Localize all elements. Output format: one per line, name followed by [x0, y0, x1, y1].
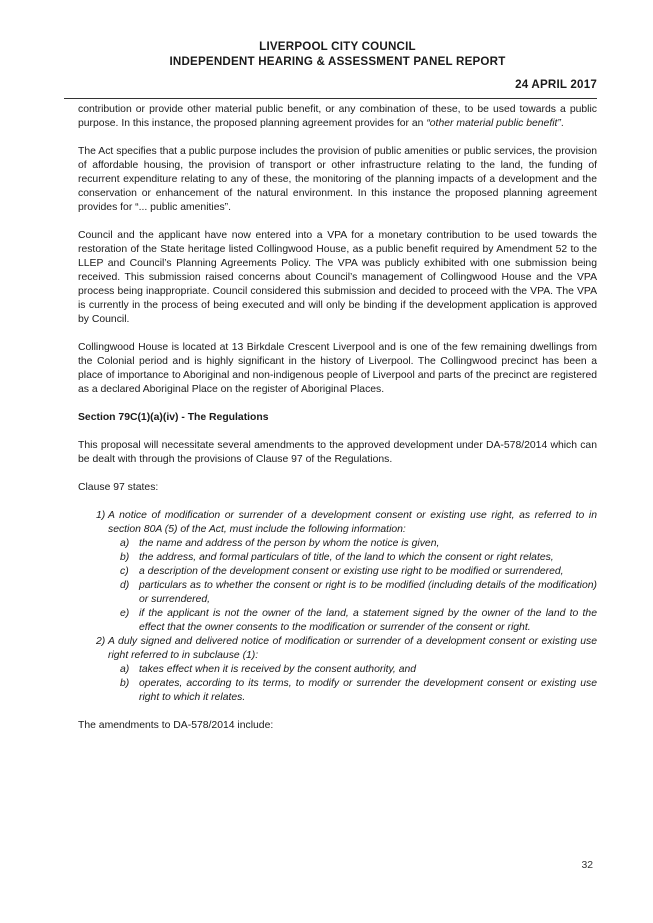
- clause-item-1: [78, 509, 597, 537]
- subitem-letter: b): [120, 678, 130, 689]
- clause-subitem-1d: [78, 579, 597, 607]
- paragraph-4: Collingwood House is located at 13 Birkdale Crescent Liverpool and is one of the few remaining dwellings from the Colonial period and is highly significant in the history of Liverpool. The Collingwood precinct has been a place of importance to Aboriginal and non-indigenous people of Liverpool and parts of the precinct are registered as a declared Aboriginal Place on the register of Aboriginal Places.: [78, 342, 597, 395]
- subitem-text: a description of the development consent or existing use right to be modified or surrendered,: [139, 566, 564, 577]
- clause-item-2: [78, 635, 597, 663]
- paragraph-6: Clause 97 states:: [78, 482, 159, 493]
- subitem-letter: b): [120, 552, 130, 563]
- clause-item-2-number: 2): [96, 636, 106, 647]
- paragraph-5: This proposal will necessitate several amendments to the approved development under DA-578/2014 which can be dealt with through the provisions of Clause 97 of the Regulations.: [78, 440, 597, 465]
- section-heading: Section 79C(1)(a)(iv) - The Regulations: [78, 412, 269, 423]
- clause-subitem-2b: [78, 677, 597, 705]
- subitem-letter: e): [120, 608, 130, 619]
- subitem-letter: a): [120, 664, 130, 675]
- page-number: 32: [581, 860, 593, 871]
- clause-item-1-text: A notice of modification or surrender of a development consent or existing use right, as referred to in section 80A (5) of the Act, must include the following information:: [108, 510, 597, 535]
- subitem-letter: c): [120, 566, 129, 577]
- subitem-text: operates, according to its terms, to modify or surrender the development consent or existing use right to which it relates.: [139, 678, 597, 703]
- paragraph-2: The Act specifies that a public purpose includes the provision of public amenities or public services, the provision of affordable housing, the provision of transport or other infrastructure relating to the land, the funding of recurrent expenditure relating to any of these, the monitoring of the planning impacts of a development and the conservation or enhancement of the natural environment. In this instance the proposed planning agreement provides for “... public amenities”.: [78, 146, 597, 213]
- paragraph-1-italic: “other material public benefit”: [426, 118, 561, 129]
- paragraph-3: Council and the applicant have now entered into a VPA for a monetary contribution to be used towards the restoration of the State heritage listed Collingwood House, as a public benefit required by Amendment 52 to the LLEP and Council’s Planning Agreements Policy. The VPA was publicly exhibited with one submission being received. This submission raised concerns about Council’s management of Collingwood House and the VPA process being inappropriate. Council considered this submission and decided to proceed with the VPA. The VPA is currently in the process of being executed and will only be binding if the development application is approved by Council.: [78, 230, 597, 325]
- subitem-letter: a): [120, 538, 130, 549]
- clause-item-2-text: A duly signed and delivered notice of modification or surrender of a development consent or existing use right referred to in subclause (1):: [108, 636, 597, 661]
- subitem-text: the name and address of the person by whom the notice is given,: [139, 538, 440, 549]
- clause-97-list: [78, 509, 597, 705]
- report-header: [78, 40, 597, 91]
- paragraph-1-end: .: [560, 118, 564, 129]
- subitem-text: particulars as to whether the consent or right is to be modified (including details of the modification) or surrendered,: [139, 580, 597, 605]
- header-rule: [64, 98, 597, 99]
- subitem-text: the address, and formal particulars of title, of the land to which the consent or right relates,: [139, 552, 554, 563]
- paragraph-1: [78, 103, 597, 131]
- clause-subitem-1a: [78, 537, 597, 551]
- subitem-letter: d): [120, 580, 130, 591]
- clause-item-1-number: 1): [96, 510, 106, 521]
- paragraph-1-text: contribution or provide other material public benefit, or any combination of these, to be used towards a public purpose. In this instance, the proposed planning agreement provides for an: [78, 104, 597, 129]
- clause-subitem-1e: [78, 607, 597, 635]
- report-date: 24 APRIL 2017: [515, 78, 597, 91]
- clause-subitem-2a: [78, 663, 597, 677]
- report-body: [78, 103, 597, 733]
- council-name: LIVERPOOL CITY COUNCIL: [259, 40, 416, 53]
- clause-subitem-1b: [78, 551, 597, 565]
- subitem-text: if the applicant is not the owner of the land, a statement signed by the owner of the land to the effect that the owner consents to the modification or surrender of the consent or right.: [139, 608, 597, 633]
- report-title: INDEPENDENT HEARING & ASSESSMENT PANEL REPORT: [169, 55, 506, 68]
- paragraph-7: The amendments to DA-578/2014 include:: [78, 720, 274, 731]
- clause-subitem-1c: [78, 565, 597, 579]
- subitem-text: takes effect when it is received by the consent authority, and: [139, 664, 417, 675]
